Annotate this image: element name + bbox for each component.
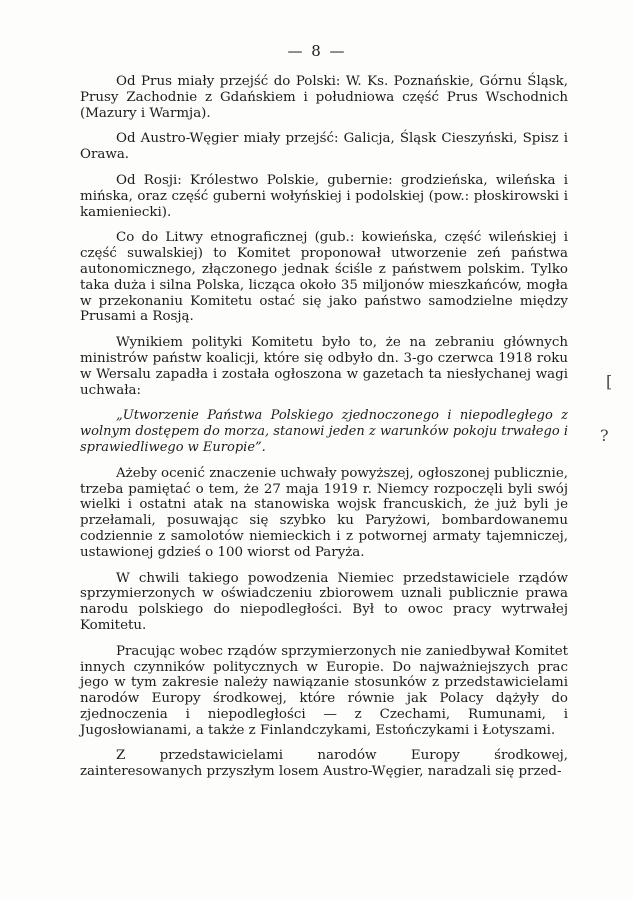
body-text bbox=[80, 74, 568, 790]
paragraph-versailles: Wynikiem polityki Komitetu było to, że na zebraniu głównych ministrów państw koalicji, które się odbyło dn. 3-go czerwca 1918 roku w Wersalu zapadła i została ogłoszona w gazetach ta niesłychanej wagi uchwała: bbox=[80, 335, 568, 398]
page-number: — 8 — bbox=[287, 42, 347, 60]
paragraph-resolution-quote: „Utworzenie Państwa Polskiego zjednoczonego i niepodległego z wolnym dostępem do morza, stanowi jeden z warunków pokoju trwałego i sprawiedliwego w Europie”. bbox=[80, 408, 568, 455]
paragraph-lithuania: Co do Litwy etnograficznej (gub.: kowieńska, część wileńskiej i część suwalskiej) to Komitet proponował utworzenie zeń państwa autonomicznego, złączonego jednak ściśle z państwem polskim. Tylko taka duża i silna Polska, licząca około 35 miljonów mieszkańców, mogła w przekonaniu Komitetu ostać się jako państwo samodzielne między Prusami a Rosją. bbox=[80, 230, 568, 325]
paragraph-prussia: Od Prus miały przejść do Polski: W. Ks. Poznańskie, Górnu Śląsk, Prusy Zachodnie z Gdańskiem i południowa część Prus Wschodnich (Mazury i Warmja). bbox=[80, 74, 568, 121]
paragraph-relations: Pracując wobec rządów sprzymierzonych nie zaniedbywał Komitet innych czynników politycznych w Europie. Do najważniejszych prac jego w tym zakresie należy nawiązanie stosunków z przedstawicielami narodów Europy środkowej, które równie jak Polacy dążyły do zjednoczenia i niepodległości — z Czechami, Rumunami, i Jugosłowianami, a także z Finlandczykami, Estończykami i Łotyszami. bbox=[80, 643, 568, 738]
paragraph-context: Ażeby ocenić znaczenie uchwały powyższej, ogłoszonej publicznie, trzeba pamiętać o tem, że 27 maja 1919 r. Niemcy rozpoczęli byli swój wielki i ostatni atak na stanowiska wojsk francuskich, że już byli je przełamali, posuwając się szybko ku Paryżowi, bombardowanemu codziennie z samolotów niemieckich i z potwornej armaty tajemniczej, ustawionej gdzieś o 100 wiorst od Paryża. bbox=[80, 465, 568, 560]
paragraph-success: W chwili takiego powodzenia Niemiec przedstawiciele rządów sprzymierzonych w oświadczeniu zbiorowem uznali publicznie prawa narodu polskiego do niepodległości. Był to owoc pracy wytrwałej Komitetu. bbox=[80, 570, 568, 633]
margin-bracket-mark: [ bbox=[606, 372, 613, 391]
margin-bracket-mark: ? bbox=[600, 426, 609, 445]
paragraph-central-europe: Z przedstawicielami narodów Europy środkowej, zainteresowanych przyszłym losem Austro-Węgier, naradzali się przed- bbox=[80, 748, 568, 780]
paragraph-russia: Od Rosji: Królestwo Polskie, gubernie: grodzieńska, wileńska i mińska, oraz część guberni wołyńskiej i podolskiej (pow.: płoskirowski i kamieniecki). bbox=[80, 172, 568, 220]
paragraph-austria-hungary: Od Austro-Węgier miały przejść: Galicja, Śląsk Cieszyński, Spisz i Orawa. bbox=[80, 131, 568, 163]
